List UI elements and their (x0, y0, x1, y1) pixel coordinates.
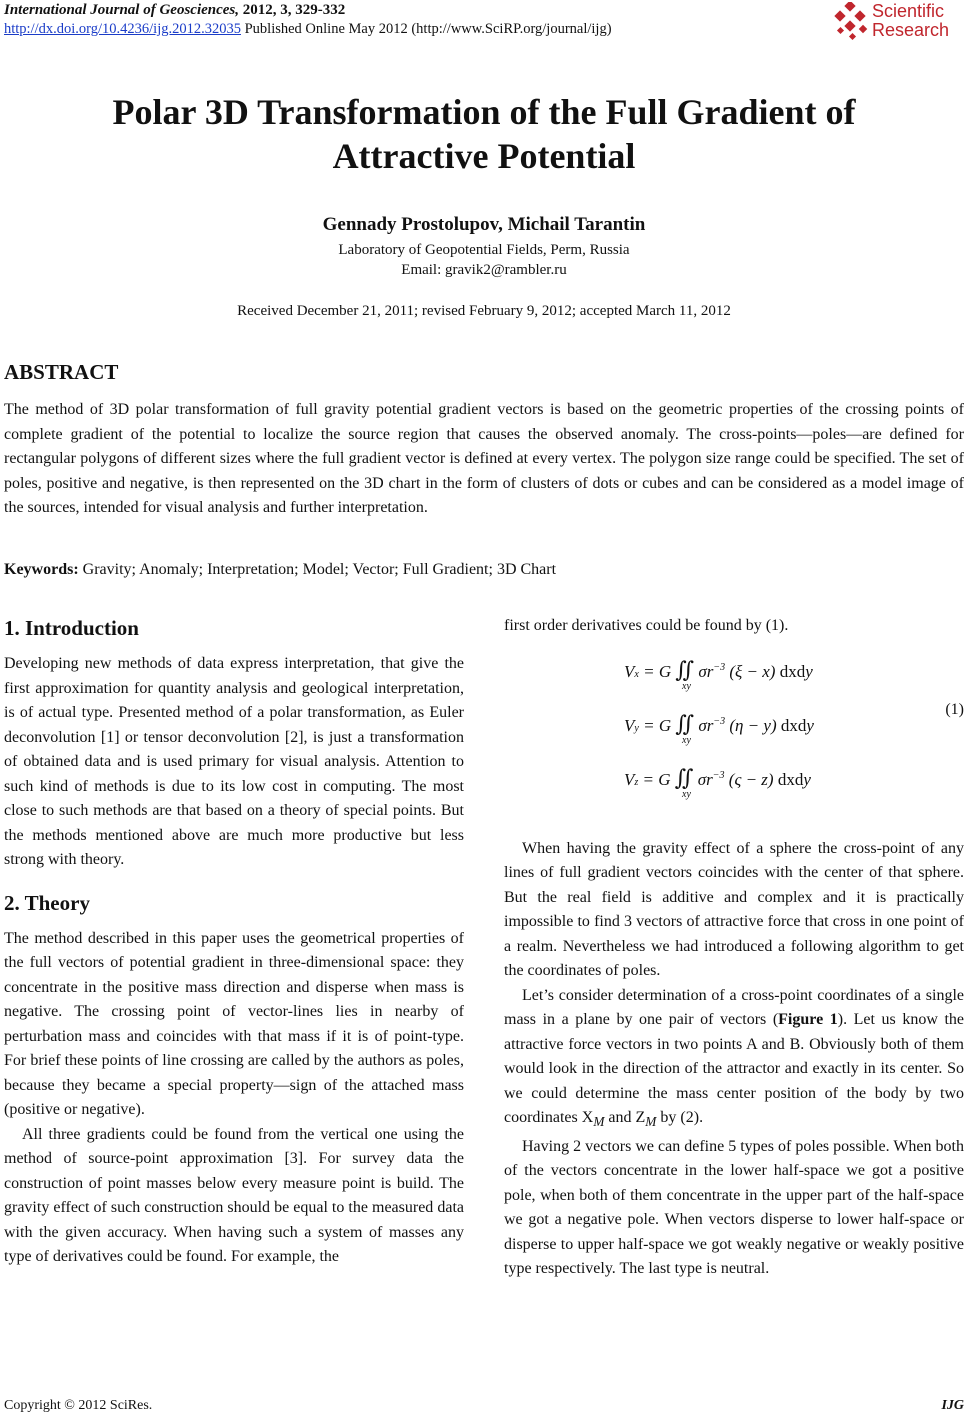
right-paragraph-0: first order derivatives could be found by (1). (504, 617, 789, 634)
figure-1-reference[interactable]: Figure 1 (778, 1011, 838, 1028)
logo-icon (832, 2, 870, 42)
subscript-m-1: M (593, 1114, 605, 1130)
scientific-research-logo (832, 2, 964, 44)
logo-line-1: Scientific (872, 1, 945, 21)
equation-vy: Vy = G ∬ $\sigma r^{-3}$ (η − y) dxdy xy (624, 710, 814, 746)
email: Email: gravik2@rambler.ru (401, 262, 567, 278)
authors: Gennady Prostolupov, Michail Tarantin (322, 214, 646, 235)
footer-copyright: Copyright © 2012 SciRes. (4, 1398, 153, 1413)
abstract-text: The method of 3D polar transformation of full gravity potential gradient vectors is based on the geometric properties of the crossing points of complete gradient of the potential to localize the source region that causes the observed anomaly. The cross-points—poles—are defined for rectangular polygons of different sizes where the full gradient vector is defined at every vertex. The polygon size range could be specified. The set of poles, positive and negative, is then represented on the 3D chart in the form of clusters of dots or cubes and can be considered as a model image of the sources, intended for visual analysis and further interpretation. (4, 401, 964, 516)
p2-part-d: by (2). (656, 1109, 704, 1126)
p2-part-a: Let’s consider determination of a cross-point coordinates of a single mass in a plane by one pair of vectors ( (504, 986, 964, 1028)
right-paragraph-3: Having 2 vectors we can define 5 types of poles possible. When both of the vectors concentrate in the lower half-space we got a positive pole, when both of them concentrate in the upper part of the half-space we got a negative pole. When vectors disperse to lower half-space or disperse to upper half-space we got weakly negative or weakly positive type respectively. The last type is neutral. (504, 1137, 964, 1278)
journal-name: International Journal of Geosciences, (4, 2, 240, 18)
journal-volume: 2012, 3, 329-332 (242, 2, 346, 18)
title-line-1: Polar 3D Transformation of the Full Gradient of (112, 92, 856, 132)
received-dates: Received December 21, 2011; revised February 9, 2012; accepted March 11, 2012 (237, 303, 731, 319)
equation-1 (504, 639, 964, 817)
right-paragraph-2 (504, 984, 964, 1135)
keywords (4, 561, 556, 579)
paper-title (0, 90, 968, 178)
theory-paragraph-2: All three gradients could be found from the vertical one using the method of source-point approximation [3]. For survey data the construction of point masses below every measure point is build. The gravity effect of such construction should be equal to the measured data with the given accuracy. When having such a system of masses any type of derivatives could be found. For example, the (4, 1125, 464, 1265)
title-line-2: Attractive Potential (332, 136, 636, 176)
journal-header (4, 2, 345, 19)
doi-line (4, 21, 612, 38)
p2-part-c: and Z (604, 1109, 646, 1126)
doi-link[interactable]: http://dx.doi.org/10.4236/ijg.2012.32035 (4, 21, 241, 37)
equation-vz: Vz = G ∬ $\sigma r^{-3}$ (ς − z) dxdy xy (624, 764, 811, 800)
equation-number: (1) (945, 700, 964, 718)
introduction-paragraph: Developing new methods of data express interpretation, that give the first approximation for quantity analysis and geological interpretation, is of actual type. Presented method of a polar transformation, as Euler deconvolution [1] or tensor deconvolution [2], is just a transformation of obtained data and is used primary for visual analysis. Attention to such kind of methods is due to its low cost in computing. The most close to such methods are that based on a theory of special points. But the methods mentioned above are much more productive but less strong with theory. (4, 655, 464, 868)
published-info: Published Online May 2012 (http://www.SciRP.org/journal/ijg) (244, 21, 612, 37)
section-introduction-heading: 1. Introduction (4, 616, 139, 640)
abstract-heading: ABSTRACT (4, 360, 119, 384)
affiliation-block (0, 240, 968, 280)
logo-line-2: Research (872, 20, 950, 40)
affiliation: Laboratory of Geopotential Fields, Perm, Russia (338, 242, 630, 258)
left-column (4, 614, 464, 1270)
theory-paragraph-1: The method described in this paper uses the geometrical properties of the full vectors of potential gradient in three-dimensional space: they concentrate in the positive mass direction and disperse when mass is negative. The crossing point of vector-lines lies in nearby of perturbation mass and coincides with that mass if it is of point-type. For brief these points of line crossing are called by the authors as poles, because they became a special property—sign of the attached mass (positive or negative). (4, 929, 464, 1118)
keywords-text: Gravity; Anomaly; Interpretation; Model; Vector; Full Gradient; 3D Chart (82, 561, 557, 578)
section-theory-heading: 2. Theory (4, 890, 90, 915)
subscript-m-2: M (645, 1114, 657, 1130)
equation-vx: Vx = G ∬ $\sigma r^{-3}$ (ξ − x) dxdy xy (624, 656, 813, 692)
footer-journal-abbr: IJG (941, 1398, 964, 1413)
logo-text (872, 2, 949, 40)
right-column (504, 614, 964, 1282)
right-paragraph-1: When having the gravity effect of a sphere the cross-point of any lines of full gradient vectors coincides with the center of that sphere. But the real field is additive and complex and it is practically impossible to find 3 vectors of attractive force that cross in one point of a realm. Nevertheless we had introduced a following algorithm to get the coordinates of poles. (504, 839, 964, 979)
p2-part-b: ). Let us know the attractive force vectors in two points A and B. Obviously both of them would look in the direction of the attractor and exactly in its center. So we could determine the mass center position of the body by two coordinates X (504, 1011, 965, 1126)
keywords-label: Keywords: (4, 561, 79, 578)
